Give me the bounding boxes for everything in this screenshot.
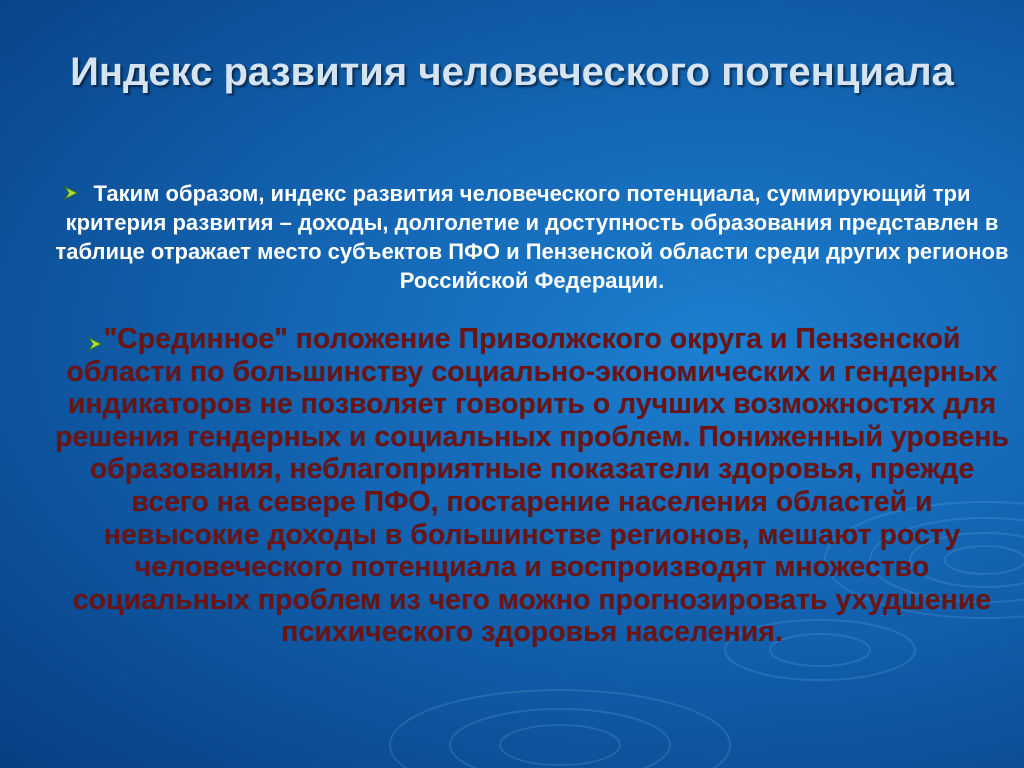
- slide-title: Индекс развития человеческого потенциала: [70, 50, 954, 94]
- bullet-conclusion: "Срединное" положение Приволжского округа и Пензенской области по большинству социально-экономических и гендерных индикаторов не позволяет говорить о лучших возможностях для решения гендерных и социальных проблем. Пониженный уровень образования, неблагоприятные показатели здоровья, прежде всего на севере ПФО, постарение населения областей и невысокие доходы в большинстве регионов, мешают росту человеческого потенциала и воспроизводят множество социальных проблем из чего можно прогнозировать ухудшение психического здоровья населения.: [55, 323, 1009, 649]
- bullet-summary: Таким образом, индекс развития человеческого потенциала, суммирующий три критерия развития – доходы, долголетие и доступность образования представлен в таблице отражает место субъектов ПФО и Пензенской области среди других регионов Российской Федерации.: [55, 181, 1009, 293]
